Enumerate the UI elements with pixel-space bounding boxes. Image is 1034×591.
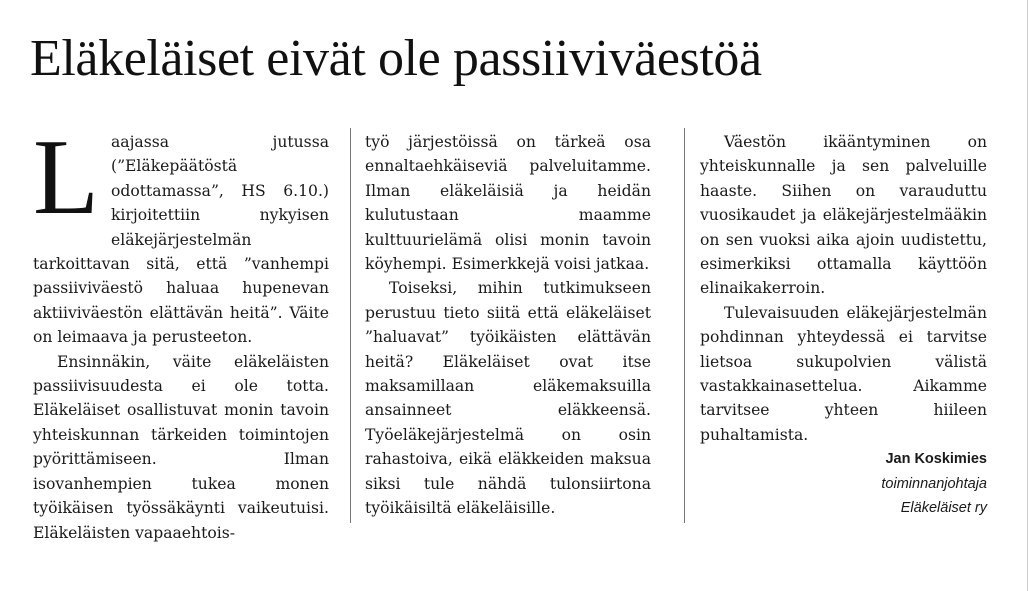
author-name: Jan Koskimies xyxy=(885,451,987,468)
paragraph xyxy=(33,118,329,350)
article-column-2 xyxy=(365,130,651,521)
column-divider xyxy=(350,128,351,523)
paragraph: Tulevaisuuden eläkejärjestelmän pohdinnan yhteydessä ei tarvitse lietsoa sukupolvien välistä vastakkainasettelua. Aikamme tarvitsee yhteen hiileen puhaltamista. xyxy=(700,303,987,444)
author-title: toiminnanjohtaja xyxy=(881,475,987,492)
column-divider xyxy=(684,128,685,523)
article-column-1 xyxy=(33,118,329,545)
paragraph: Toiseksi, mihin tutkimukseen perustuu tieto siitä että eläkeläiset ”haluavat” työikäisten elättävän heitä? Eläkeläiset ovat itse maksamillaan eläkemaksuilla ansainneet eläkkeensä. Työeläkejärjestelmä on osin rahastoiva, eikä eläkkeiden maksua siksi tule nähdä tulonsiirtona työikäisiltä eläkeläisille. xyxy=(365,279,651,518)
paragraph: Väestön ikääntyminen on yhteiskunnalle ja sen palveluille haaste. Siihen on varauduttu vuosikaudet ja eläkejärjestelmääkin on sen vuoksi aika ajoin uudistettu, esimerkiksi ottamalla käyttöön elinaikakerroin. xyxy=(700,133,987,298)
author-organization: Eläkeläiset ry xyxy=(900,500,987,517)
paragraph-text: aajassa jutussa (”Eläkepäätöstä odottamassa”, HS 6.10.) kirjoitettiin nykyisen eläkejärjestelmän tarkoittavan sitä, että ”vanhempi passiiviväestö haluaa hupenevan aktiiviväestön elättävän heitä”. Väite on leimaava ja perusteeton. xyxy=(33,133,329,347)
page-edge xyxy=(1027,0,1028,591)
drop-cap: L xyxy=(33,118,99,237)
headline: Eläkeläiset eivät ole passiiviväestöä xyxy=(30,30,762,87)
paragraph: Ensinnäkin, väite eläkeläisten passiivisuudesta ei ole totta. Eläkeläiset osallistuvat monin tavoin yhteiskunnan tärkeiden toimintojen pyörittämiseen. Ilman isovanhempien tukea monen työikäisen työssäkäynti vaikeutuisi. Eläkeläisten vapaaehtois- xyxy=(33,352,329,542)
paragraph: työ järjestöissä on tärkeä osa ennaltaehkäiseviä palveluitamme. Ilman eläkeläisiä ja heidän kulutustaan maamme kulttuurielämä olisi monin tavoin köyhempi. Esimerkkejä voisi jatkaa. xyxy=(365,133,651,274)
article-column-3 xyxy=(700,130,987,521)
